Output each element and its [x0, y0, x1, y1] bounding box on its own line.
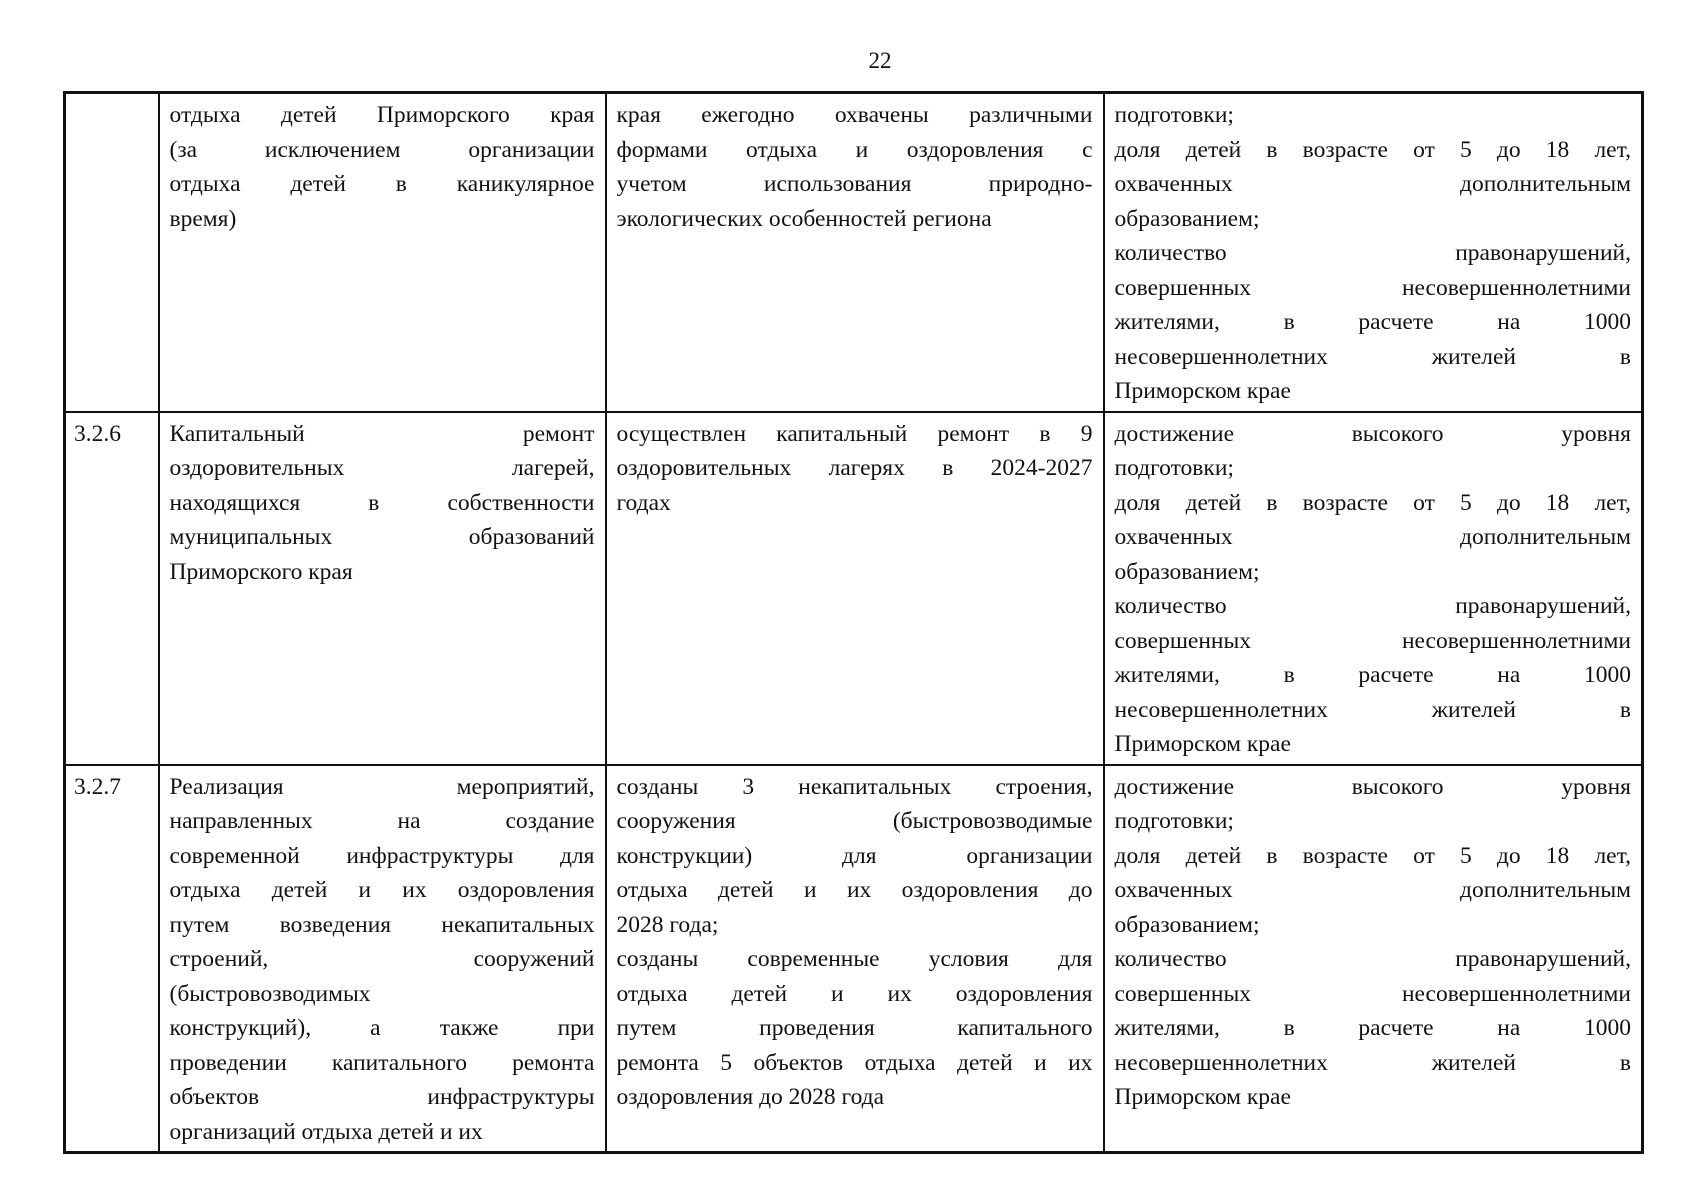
name-text-line: отдыха детей Приморского края: [169, 102, 595, 128]
name-text-line: конструкций), а также при: [169, 1015, 595, 1041]
name-text-line: отдыха детей в каникулярное: [169, 171, 595, 197]
result-text-line: учетом использования природно-: [616, 171, 1093, 197]
result-text-line: конструкции) для организации: [616, 842, 1093, 869]
indicator-text-line: количество правонарушений,: [1114, 593, 1631, 619]
indicator-text-line: несовершеннолетних жителей в: [1114, 1049, 1631, 1076]
table-row: [65, 412, 1643, 765]
indicator-text-line: количество правонарушений,: [1114, 240, 1631, 266]
result-text-line: отдыха детей и их оздоровления до: [616, 877, 1093, 903]
name-text-line: строений, сооружений: [169, 946, 595, 972]
indicator-text-line: жителями, в расчете на 1000: [1114, 309, 1631, 335]
indicator-text-line: доля детей в возрасте от 5 до 18 лет,: [1114, 136, 1631, 163]
indicator-text-line: несовершеннолетних жителей в: [1114, 696, 1631, 723]
row-number-cell: 3.2.6: [65, 412, 159, 765]
indicator-text-line: совершенных несовершеннолетними: [1114, 627, 1631, 654]
result-text-line: сооружения (быстровозводимые: [616, 808, 1093, 834]
indicator-text-line: доля детей в возрасте от 5 до 18 лет,: [1114, 489, 1631, 516]
indicator-text-line: образованием;: [1114, 205, 1260, 232]
table-row: [65, 765, 1643, 1153]
name-text-line: современной инфраструктуры для: [169, 842, 595, 869]
indicator-text-line: доля детей в возрасте от 5 до 18 лет,: [1114, 842, 1631, 869]
indicator-text-line: образованием;: [1114, 911, 1260, 938]
name-text-line: время): [169, 205, 237, 232]
indicator-text-line: Приморском крае: [1114, 731, 1291, 757]
indicator-text-line: совершенных несовершеннолетними: [1114, 980, 1631, 1007]
result-text-line: созданы современные условия для: [616, 946, 1093, 972]
result-text-line: отдыха детей и их оздоровления: [616, 980, 1093, 1007]
name-cell: [159, 93, 606, 412]
name-text-line: отдыха детей и их оздоровления: [169, 877, 595, 903]
measures-table: [63, 91, 1644, 1154]
indicator-text-line: охваченных дополнительным: [1114, 524, 1631, 550]
indicator-text-line: подготовки;: [1114, 102, 1234, 128]
name-text-line: оздоровительных лагерей,: [169, 455, 595, 481]
name-text-line: Капитальный ремонт: [169, 420, 595, 447]
name-text-line: (быстровозводимых: [169, 980, 371, 1007]
result-text-line: годах: [616, 489, 671, 516]
row-number-cell: 3.2.7: [65, 765, 159, 1153]
name-text-line: объектов инфраструктуры: [169, 1084, 595, 1110]
result-cell: [606, 93, 1104, 412]
result-text-line: оздоровительных лагерях в 2024-2027: [616, 455, 1093, 481]
indicator-text-line: подготовки;: [1114, 455, 1234, 481]
result-text-line: ремонта 5 объектов отдыха детей и их: [616, 1049, 1093, 1076]
name-text-line: муниципальных образований: [169, 524, 595, 550]
table-body: [65, 93, 1643, 1153]
indicator-text-line: количество правонарушений,: [1114, 946, 1631, 972]
row-number-cell: [65, 93, 159, 412]
result-cell: [606, 765, 1104, 1153]
page-number: 22: [868, 48, 892, 73]
name-text-line: Приморского края: [169, 558, 353, 585]
result-text-line: оздоровления до 2028 года: [616, 1084, 885, 1110]
name-cell: [159, 412, 606, 765]
result-text-line: экологических особенностей региона: [616, 205, 992, 232]
result-text-line: формами отдыха и оздоровления с: [616, 136, 1093, 163]
indicator-text-line: совершенных несовершеннолетними: [1114, 274, 1631, 301]
indicator-text-line: достижение высокого уровня: [1114, 773, 1631, 800]
name-text-line: (за исключением организации: [169, 136, 595, 163]
indicator-cell: [1104, 765, 1643, 1153]
indicator-text-line: Приморском крае: [1114, 378, 1291, 404]
result-text-line: путем проведения капитального: [616, 1015, 1093, 1041]
indicator-cell: [1104, 412, 1643, 765]
indicator-text-line: Приморском крае: [1114, 1084, 1291, 1110]
indicator-text-line: несовершеннолетних жителей в: [1114, 343, 1631, 370]
name-cell: [159, 765, 606, 1153]
result-text-line: осуществлен капитальный ремонт в 9: [616, 420, 1093, 447]
indicator-text-line: жителями, в расчете на 1000: [1114, 1015, 1631, 1041]
indicator-text-line: подготовки;: [1114, 808, 1234, 834]
indicator-text-line: жителями, в расчете на 1000: [1114, 662, 1631, 688]
name-text-line: проведении капитального ремонта: [169, 1049, 595, 1076]
name-text-line: находящихся в собственности: [169, 489, 595, 516]
result-text-line: 2028 года;: [616, 911, 719, 938]
table-row: [65, 93, 1643, 412]
indicator-text-line: охваченных дополнительным: [1114, 877, 1631, 903]
name-text-line: организаций отдыха детей и их: [169, 1118, 483, 1145]
name-text-line: Реализация мероприятий,: [169, 773, 595, 800]
indicator-text-line: охваченных дополнительным: [1114, 171, 1631, 197]
indicator-text-line: образованием;: [1114, 558, 1260, 585]
result-text-line: края ежегодно охвачены различными: [616, 102, 1093, 128]
name-text-line: направленных на создание: [169, 808, 595, 834]
result-cell: [606, 412, 1104, 765]
result-text-line: созданы 3 некапитальных строения,: [616, 773, 1093, 800]
indicator-text-line: достижение высокого уровня: [1114, 420, 1631, 447]
name-text-line: путем возведения некапитальных: [169, 911, 595, 938]
indicator-cell: [1104, 93, 1643, 412]
